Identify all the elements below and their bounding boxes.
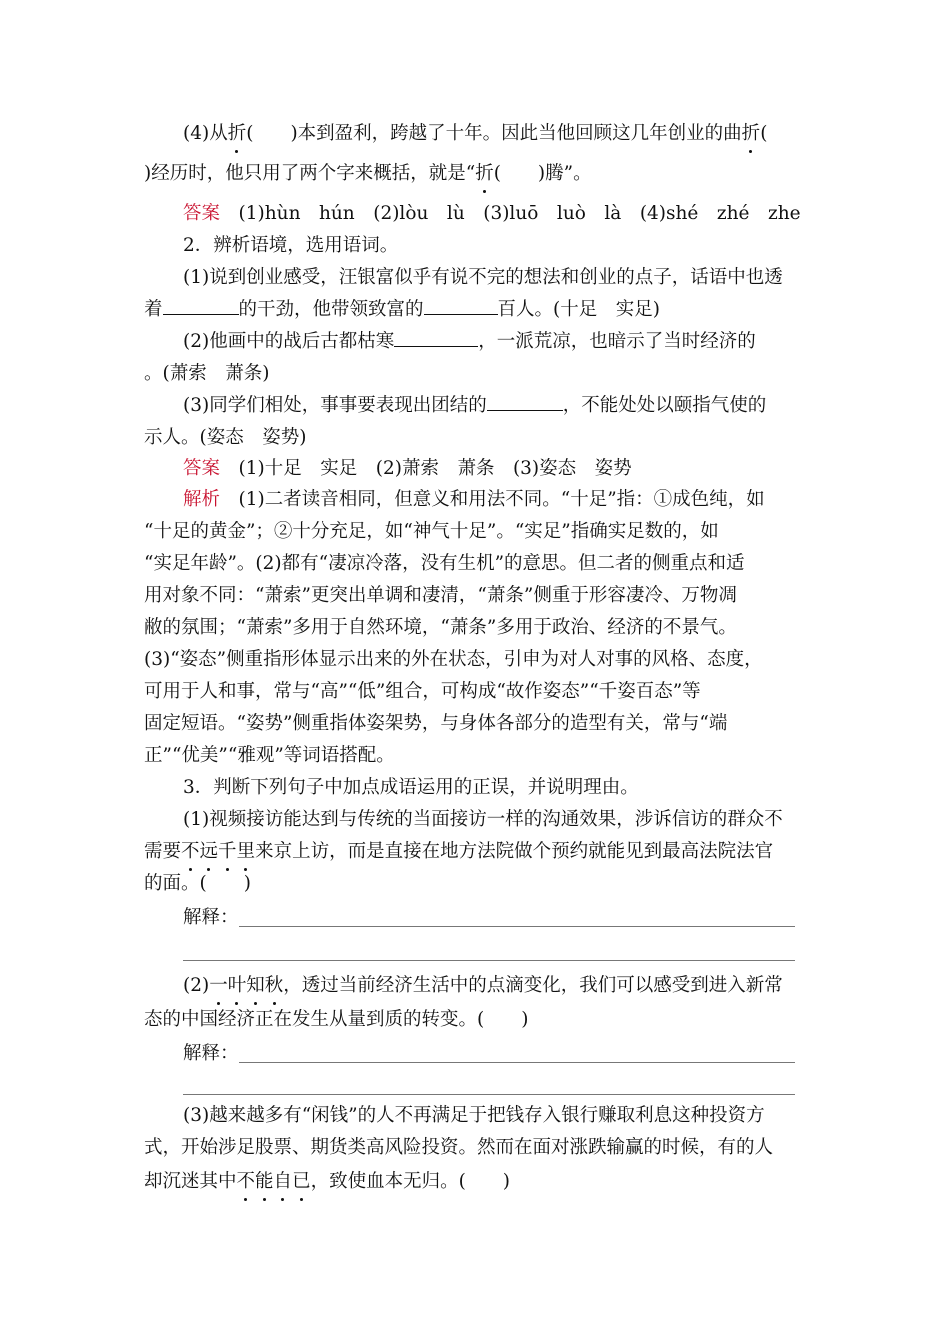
text: )经历时，他只用了两个字来概括，就是“ [144, 163, 476, 184]
q2-s1-line2 [144, 298, 950, 322]
answer-label: 答案 [183, 458, 221, 479]
analysis-line8: 固定短语。“姿势”侧重指体姿架势，与身体各部分的造型有关，常与“端 [144, 713, 728, 734]
emphasis-dot-char: 不 [181, 841, 200, 862]
emphasis-dot-char: 一 [209, 975, 228, 996]
q3-s2-line1 [183, 974, 950, 998]
emphasis-dot-char: 里 [236, 841, 256, 862]
analysis-label: 解析 [183, 489, 221, 510]
emphasis-dot-char: 叶 [227, 975, 247, 996]
text: (2)他画中的战后古都枯寒 [183, 331, 395, 352]
q3-s1-line2 [144, 840, 950, 864]
emphasis-dot-char: 知 [246, 975, 265, 996]
analysis-line3: “实足年龄”。(2)都有“凄凉冷落，没有生机”的意思。但二者的侧重点和适 [144, 553, 745, 574]
emphasis-dot-char: 折 [475, 163, 494, 184]
q2-s2-line1 [183, 330, 950, 354]
q3-s1-explain-label: 解释： [183, 907, 239, 928]
text: ，致使血本无归。( ) [310, 1171, 511, 1192]
emphasis-dot-char: 折 [741, 123, 761, 144]
q2-s1-line1: (1)说到创业感受，汪银富似乎有说不完的想法和创业的点子，话语中也透 [183, 267, 783, 288]
q3-s2-line2: 态的中国经济正在发生从量到质的转变。( ) [144, 1009, 529, 1030]
text: (3)同学们相处，事事要表现出团结的 [183, 395, 487, 416]
analysis-line2: “十足的黄金”；②十分充足，如“神气十足”。“实足”指确实足数的，如 [144, 521, 719, 542]
text: (4)从 [183, 123, 228, 144]
emphasis-dot-char: 已 [292, 1171, 311, 1192]
emphasis-dot-char: 千 [218, 841, 237, 862]
text: ( )本到盈利，跨越了十年。因此当他回顾这几年创业的曲 [246, 123, 742, 144]
emphasis-dot-char: 自 [273, 1171, 293, 1192]
q3-s3-line1: (3)越来越多有“闲钱”的人不再满足于把钱存入银行赚取利息这种投资方 [183, 1105, 765, 1126]
answer-label: 答案 [183, 203, 221, 224]
q2-title: 2．辨析语境，选用语词。 [183, 235, 399, 256]
q2-s2-line2: 。(萧索 萧条) [144, 363, 270, 384]
answer-line[interactable] [183, 960, 795, 961]
text: 百人。(十足 实足) [497, 299, 660, 320]
q2-s3-line2: 示人。(姿态 姿势) [144, 427, 307, 448]
text: ( [760, 123, 768, 144]
q3-title: 3．判断下列句子中加点成语运用的正误，并说明理由。 [183, 777, 639, 798]
answer-1 [183, 202, 950, 226]
text: 需要 [144, 841, 182, 862]
analysis-line1 [183, 488, 950, 512]
q3-s3-line2: 式，开始涉足股票、期货类高风险投资。然而在面对涨跌输赢的时候，有的人 [144, 1137, 774, 1158]
emphasis-dot-char: 折 [227, 123, 247, 144]
text: 来京上访，而是直接在地方法院做个预约就能见到最高法院法官 [255, 841, 774, 862]
text: ，不能处处以颐指气使的 [562, 395, 767, 416]
text: 的干劲，他带领致富的 [238, 299, 424, 320]
answer-2 [183, 457, 950, 481]
answer-text: (1)十足 实足 (2)萧索 萧条 (3)姿态 姿势 [238, 458, 632, 479]
text: ( )腾”。 [493, 163, 592, 184]
answer-line[interactable] [183, 1094, 795, 1095]
fill-blank[interactable] [487, 394, 563, 411]
analysis-line4: 用对象不同：“萧索”更突出单调和凄清，“萧条”侧重于形容凄冷、万物凋 [144, 585, 737, 606]
analysis-line9: 正”“优美”“雅观”等词语搭配。 [144, 745, 395, 766]
fill-blank[interactable] [424, 298, 498, 315]
q1-item4-line2 [144, 162, 950, 186]
q3-s1-line1: (1)视频接访能达到与传统的当面接访一样的沟通效果，涉诉信访的群众不 [183, 809, 783, 830]
q3-s1-line3: 的面。( ) [144, 873, 251, 894]
answer-line[interactable] [239, 1062, 795, 1063]
fill-blank[interactable] [163, 298, 239, 315]
analysis-line7: 可用于人和事，常与“高”“低”组合，可构成“故作姿态”“千姿百态”等 [144, 681, 701, 702]
analysis-line5: 敝的氛围；“萧索”多用于自然环境，“萧条”多用于政治、经济的不景气。 [144, 617, 737, 638]
text: (2) [183, 975, 210, 996]
emphasis-dot-char: 不 [236, 1171, 256, 1192]
text: 着 [144, 299, 163, 320]
answer-text: (1)hùn hún (2)lòu lù (3)luō luò là (4)shé zhé zhe [238, 203, 801, 224]
text: 却沉迷其中 [144, 1171, 237, 1192]
fill-blank[interactable] [394, 330, 478, 347]
analysis-line6: (3)“姿态”侧重指形体显示出来的外在状态，引申为对人对事的风格、态度， [144, 649, 763, 670]
q3-s2-explain-label: 解释： [183, 1043, 239, 1064]
text: (1)二者读音相同，但意义和用法不同。“十足”指：①成色纯，如 [238, 489, 765, 510]
text: ，透过当前经济生活中的点滴变化，我们可以感受到进入新常 [283, 975, 783, 996]
answer-line[interactable] [239, 926, 795, 927]
emphasis-dot-char: 远 [199, 841, 219, 862]
q3-s3-line3 [144, 1170, 950, 1194]
emphasis-dot-char: 能 [255, 1171, 274, 1192]
q2-s3-line1 [183, 394, 950, 418]
q1-item4-line1 [144, 122, 806, 146]
text: ，一派荒凉，也暗示了当时经济的 [478, 331, 756, 352]
emphasis-dot-char: 秋 [264, 975, 284, 996]
